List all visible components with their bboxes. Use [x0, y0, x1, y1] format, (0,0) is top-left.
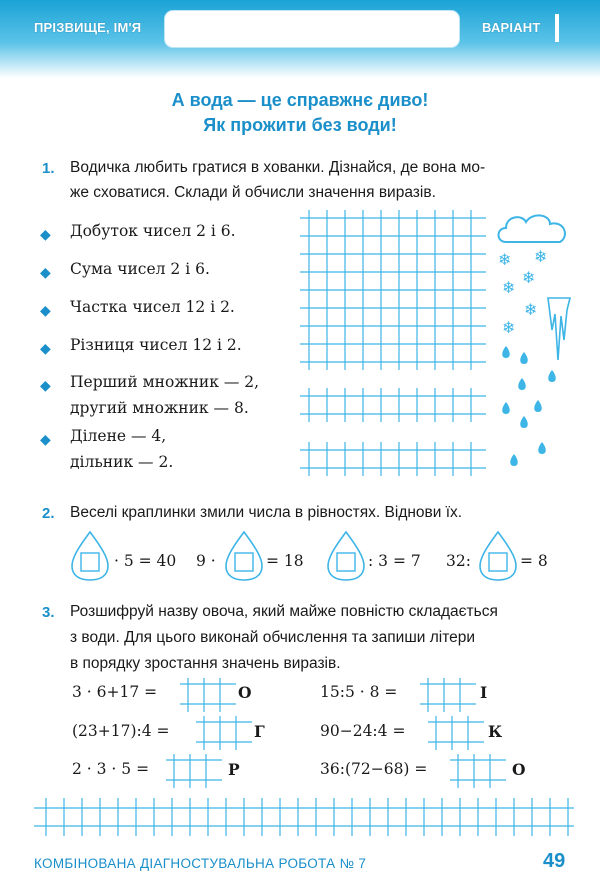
task3-number: 3. [42, 604, 55, 621]
task2-eq4-pre: 32: [446, 552, 471, 570]
name-label: ПРІЗВИЩЕ, ІМ'Я [34, 20, 142, 35]
task1-item-factors-line1: Перший множник — 2, [70, 373, 260, 391]
water-drop-icon [538, 442, 546, 454]
task2-eq2-pre: 9 · [196, 552, 216, 570]
task1-text-line2: же сховатися. Склади й обчисли значення виразів. [70, 184, 436, 201]
task3-answer-cells[interactable] [420, 678, 476, 712]
task1-item-quotient: Частка чисел 12 і 2. [70, 298, 235, 316]
diamond-bullet-icon: ◆ [40, 340, 51, 356]
icicle-icon [548, 298, 570, 360]
diamond-bullet-icon: ◆ [40, 264, 51, 280]
task3-answer-cells[interactable] [450, 754, 506, 788]
task3-answer-strip[interactable] [34, 798, 574, 838]
task3-letter: Г [254, 722, 265, 741]
snowflake-icon: ❄ [534, 247, 548, 266]
page-subtitle: Як прожити без води! [203, 115, 397, 135]
task1-item-sum: Сума чисел 2 і 6. [70, 260, 210, 278]
water-drop-icon [502, 346, 510, 358]
task3-expr: 15:5 · 8 = [320, 683, 398, 701]
task2-eq4-post: = 8 [520, 552, 548, 570]
task1-number: 1. [42, 160, 55, 177]
water-drop-icon [518, 378, 526, 390]
task3-letter: О [512, 760, 526, 779]
snowflake-icon: ❄ [498, 250, 512, 269]
drop-answer-box-1[interactable] [70, 530, 110, 582]
page-number: 49 [543, 850, 566, 872]
diamond-bullet-icon: ◆ [40, 431, 51, 447]
task3-letter: К [488, 722, 503, 741]
task3-expr: 36:(72−68) = [320, 760, 428, 778]
task2-eq1: · 5 = 40 [114, 552, 177, 570]
task3-expr: 90−24:4 = [320, 722, 406, 740]
page-title: А вода — це справжнє диво! [171, 90, 429, 110]
cloud-icon [499, 215, 565, 242]
task3-letter: Р [228, 760, 240, 779]
diamond-bullet-icon: ◆ [40, 226, 51, 242]
task3-expr: 2 · 3 · 5 = [72, 760, 150, 778]
footer-label: КОМБІНОВАНА ДІАГНОСТУВАЛЬНА РОБОТА № 7 [34, 856, 367, 871]
water-drop-icon [502, 402, 510, 414]
water-drop-icon [534, 400, 542, 412]
task1-text-line1: Водичка любить гратися в хованки. Дізнайся, де вона мо- [70, 159, 486, 176]
drop-answer-box-3[interactable] [326, 530, 366, 582]
snowflake-icon: ❄ [502, 318, 516, 337]
water-drop-icon [510, 454, 518, 466]
task1-item-difference: Різниця чисел 12 і 2. [70, 336, 242, 354]
task1-answer-grid[interactable] [300, 210, 486, 480]
task3-text-line1: Розшифруй назву овоча, який майже повністю складається [70, 603, 498, 620]
task1-item-division-line1: Ділене — 4, [70, 427, 167, 445]
snowflake-icon: ❄ [522, 268, 536, 287]
variant-label: ВАРІАНТ [482, 20, 541, 35]
task2-text: Веселі краплинки змили числа в рівностях. Віднови їх. [70, 504, 463, 521]
water-drop-icon [520, 352, 528, 364]
task3-letter: І [480, 683, 488, 702]
task1-item-factors-line2: другий множник — 8. [70, 399, 249, 417]
task1-item-product: Добуток чисел 2 і 6. [70, 222, 236, 240]
diamond-bullet-icon: ◆ [40, 377, 51, 393]
task3-answer-cells[interactable] [428, 716, 484, 750]
water-illustration [494, 210, 580, 470]
snowflake-icon: ❄ [524, 300, 538, 319]
task3-answer-cells[interactable] [180, 678, 236, 712]
task3-answer-cells[interactable] [196, 716, 252, 750]
task3-text-line2: з води. Для цього виконай обчислення та запиши літери [70, 629, 476, 646]
drop-answer-box-2[interactable] [224, 530, 264, 582]
task3-expr: (23+17):4 = [72, 722, 170, 740]
task2-eq2-post: = 18 [266, 552, 304, 570]
name-field[interactable] [164, 10, 460, 48]
task2-eq3: : 3 = 7 [368, 552, 421, 570]
task3-answer-cells[interactable] [166, 754, 222, 788]
task3-letter: О [238, 683, 252, 702]
variant-field[interactable] [555, 14, 559, 42]
drop-answer-box-4[interactable] [478, 530, 518, 582]
task1-item-division-line2: дільник — 2. [70, 453, 174, 471]
task3-text-line3: в порядку зростання значень виразів. [70, 655, 341, 672]
task3-expr: 3 · 6+17 = [72, 683, 158, 701]
diamond-bullet-icon: ◆ [40, 302, 51, 318]
water-drop-icon [520, 416, 528, 428]
water-drop-icon [548, 370, 556, 382]
task2-number: 2. [42, 505, 55, 522]
snowflake-icon: ❄ [502, 278, 516, 297]
